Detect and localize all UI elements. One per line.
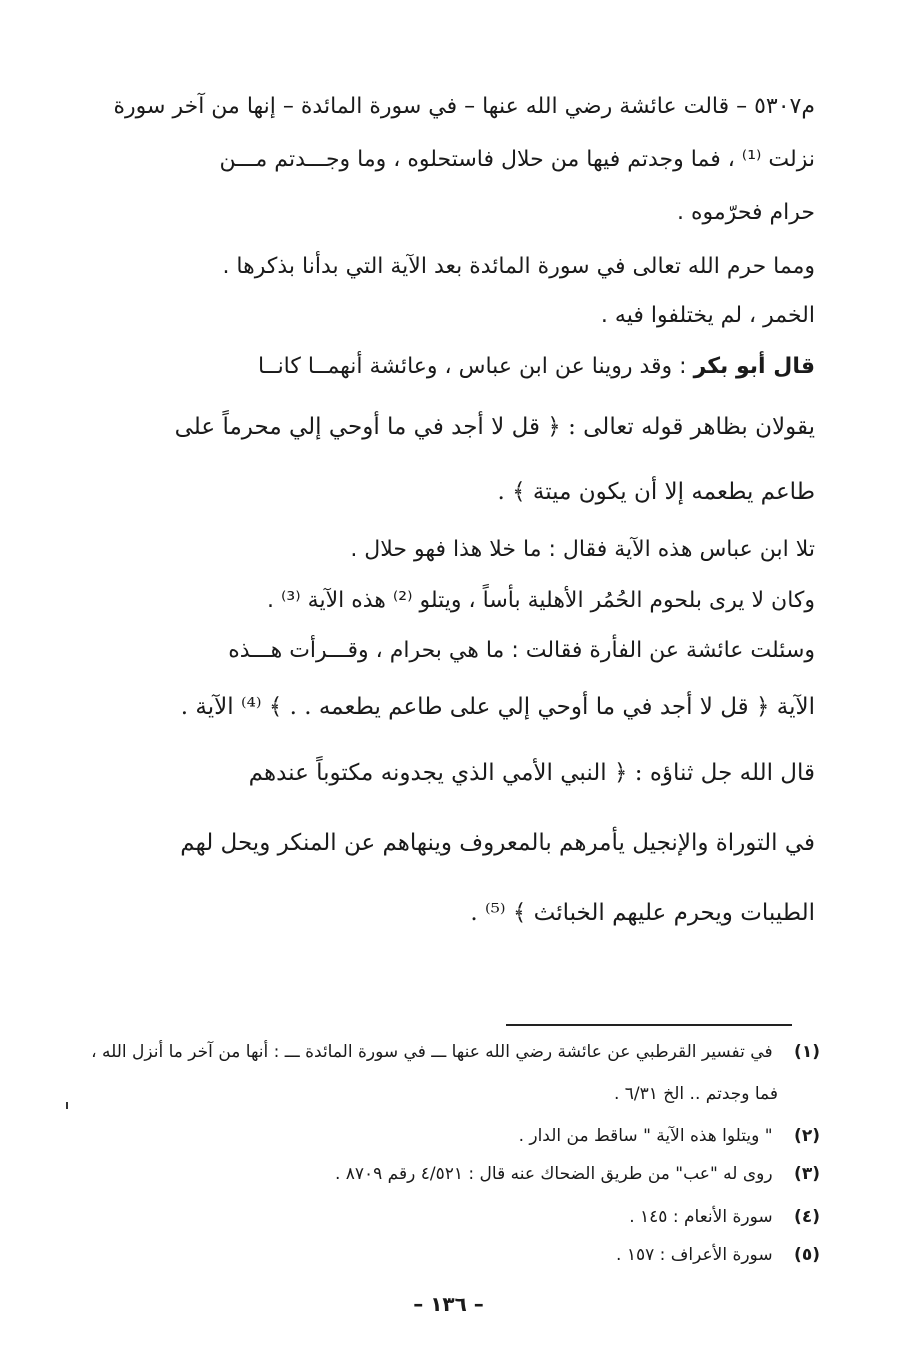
footnote-5 [616, 1243, 820, 1267]
footnote-2 [519, 1124, 820, 1148]
footnote-number: (٣) [794, 1164, 820, 1184]
page-number: – ١٣٦ – [413, 1292, 484, 1316]
footnote-1 [91, 1040, 820, 1064]
text-line-5: الخمر ، لم يختلفوا فيه . [600, 303, 815, 328]
footnote-number: (٥) [794, 1245, 820, 1265]
text-line-14: في التوراة والإنجيل يأمرهم بالمعروف وينهاهم عن المنكر ويحل لهم [180, 830, 815, 856]
text-line-10: وكان لا يرى بلحوم الحُمُر الأهلية بأساً ، ويتلو ⁽²⁾ هذه الآية ⁽³⁾ . [267, 588, 815, 613]
text-line-12: الآية ﴿ قل لا أجد في ما أوحي إلي على طاعم يطعمه . . ﴾ ⁽⁴⁾ الآية . [180, 694, 815, 720]
footnote-text: روى له "عب" من طريق الضحاك عنه قال : ٤/٥٢١ رقم ٨٧٠٩ . [334, 1164, 773, 1184]
footnote-3 [335, 1162, 820, 1186]
text-line-7: يقولان بظاهر قوله تعالى : ﴿ قل لا أجد في ما أوحي إلي محرماً على [174, 414, 815, 440]
footnote-number: (٤) [794, 1207, 820, 1227]
text-line-8: طاعم يطعمه إلا أن يكون ميتة ﴾ . [497, 479, 815, 505]
footnote-text: في تفسير القرطبي عن عائشة رضي الله عنها ـــ في سورة المائدة ـــ : أنها من آخر ما أنزل الله ، [91, 1042, 773, 1062]
footnote-divider [506, 1024, 792, 1026]
footnote-text: " ويتلوا هذه الآية " ساقط من الدار . [518, 1126, 773, 1146]
speaker-label: قال أبو بكر [693, 354, 815, 379]
text-line-1: م٥٣٠٧ – قالت عائشة رضي الله عنها – في سورة المائدة – إنها من آخر سورة [113, 94, 815, 119]
footnote-text: سورة الأنعام : ١٤٥ . [629, 1207, 773, 1227]
footnote-number: (٢) [794, 1126, 820, 1146]
text-line-3: حرام فحرّموه . [677, 200, 815, 225]
footnote-number: (١) [794, 1042, 820, 1062]
text-line-9: تلا ابن عباس هذه الآية فقال : ما خلا هذا فهو حلال . [350, 537, 815, 562]
text-line-15: الطيبات ويحرم عليهم الخبائث ﴾ ⁽⁵⁾ . [470, 900, 815, 926]
text-line-13: قال الله جل ثناؤه : ﴿ النبي الأمي الذي يجدونه مكتوباً عندهم [248, 760, 815, 786]
footnote-1-continuation: فما وجدتم .. الخ ٦/٣١ . [613, 1084, 778, 1104]
text-line-2: نزلت ⁽¹⁾ ، فما وجدتم فيها من حلال فاستحلوه ، وما وجـــدتم مـــن [219, 147, 815, 172]
scan-mark [66, 1102, 68, 1109]
footnote-text: سورة الأعراف : ١٥٧ . [616, 1245, 773, 1265]
text-line-6-rest: : وقد روينا عن ابن عباس ، وعائشة أنهمــا كانــا [257, 354, 694, 379]
footnote-4 [629, 1205, 820, 1229]
text-line-4: ومما حرم الله تعالى في سورة المائدة بعد الآية التي بدأنا بذكرها . [222, 254, 815, 279]
text-line-11: وسئلت عائشة عن الفأرة فقالت : ما هي بحرام ، وقـــرأت هـــذه [228, 638, 815, 663]
text-line-6 [258, 352, 815, 382]
